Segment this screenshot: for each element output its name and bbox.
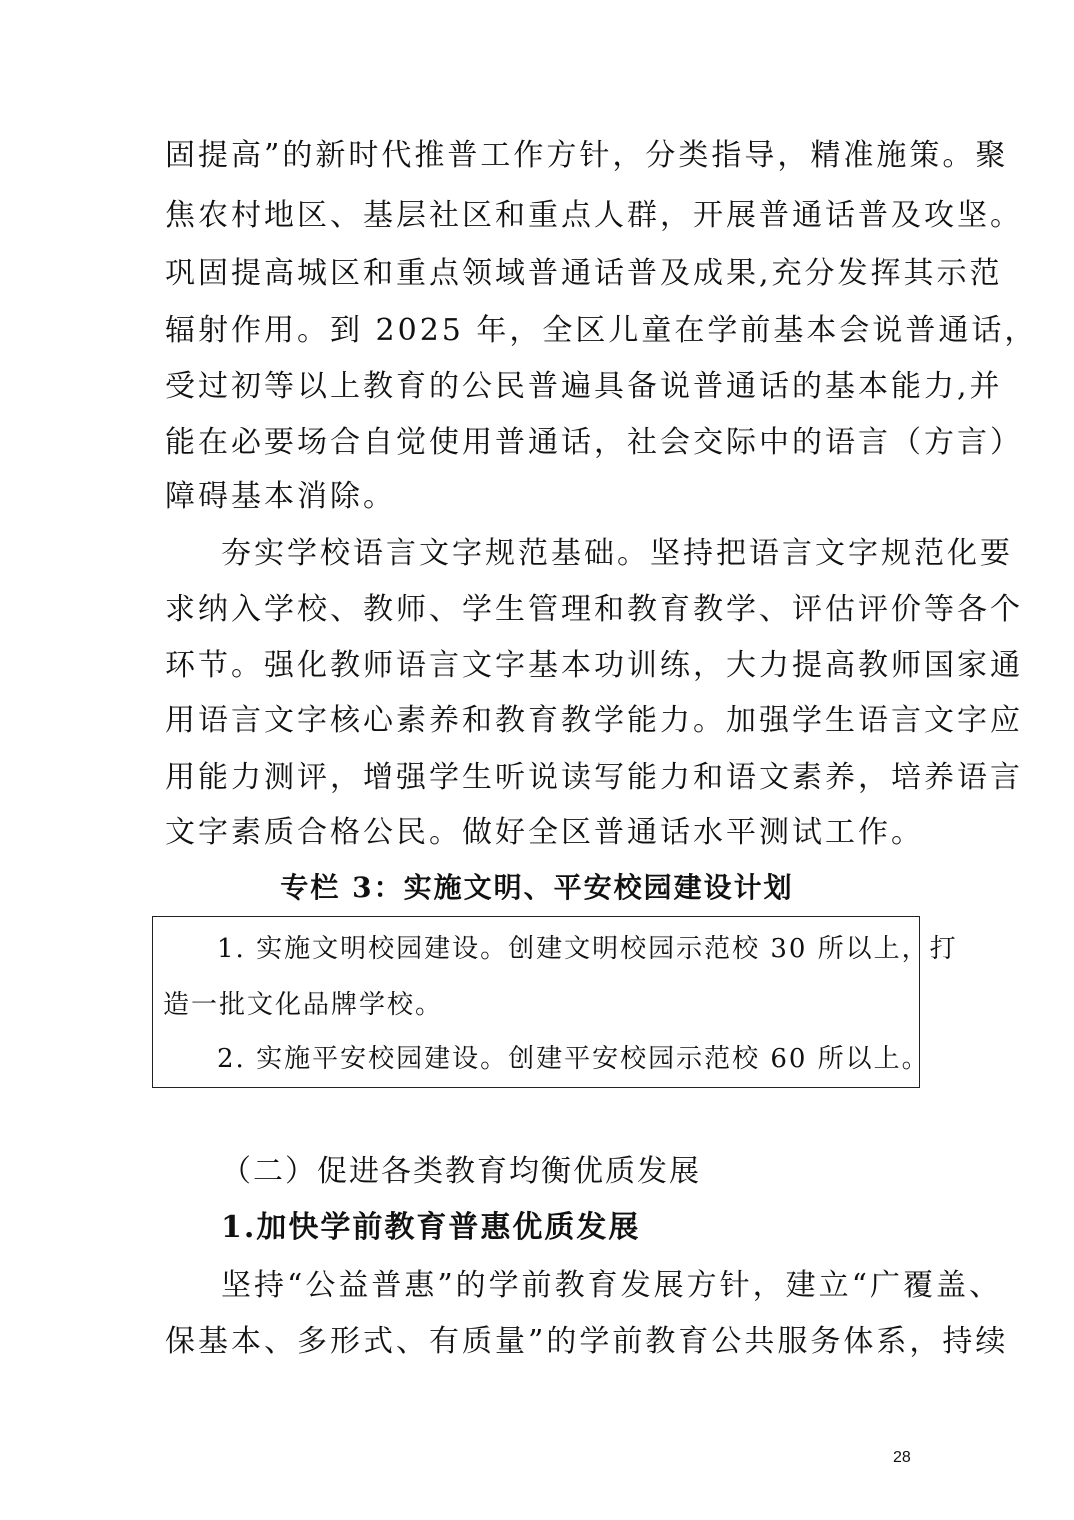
- box-title: 专栏 3：实施文明、平安校园建设计划: [280, 871, 794, 904]
- paragraph-line: 焦农村地区、基层社区和重点人群，开展普通话普及攻坚。: [165, 198, 1023, 233]
- section-heading: （二）促进各类教育均衡优质发展: [221, 1154, 701, 1189]
- paragraph-line: 障碍基本消除。: [165, 479, 396, 514]
- paragraph-line: 辐射作用。到 2025 年，全区儿童在学前基本会说普通话，: [165, 313, 1038, 348]
- sub-heading: 1.加快学前教育普惠优质发展: [221, 1210, 641, 1245]
- paragraph-line: 固提高”的新时代推普工作方针，分类指导，精准施策。聚: [165, 138, 1009, 173]
- paragraph-line: 坚持“公益普惠”的学前教育发展方针，建立“广覆盖、: [221, 1268, 1003, 1303]
- box-line: 2. 实施平安校园建设。创建平安校园示范校 60 所以上。: [217, 1044, 930, 1074]
- paragraph-line: 文字素质合格公民。做好全区普通话水平测试工作。: [165, 815, 924, 850]
- page-number: 28: [893, 1449, 911, 1466]
- feature-box: [152, 916, 958, 1088]
- paragraph-line: 求纳入学校、教师、学生管理和教育教学、评估评价等各个: [165, 592, 1023, 627]
- paragraph-line: 受过初等以上教育的公民普遍具备说普通话的基本能力,并: [165, 369, 1003, 404]
- paragraph-line: 巩固提高城区和重点领域普通话普及成果,充分发挥其示范: [165, 256, 1003, 291]
- box-line: 1. 实施文明校园建设。创建文明校园示范校 30 所以上，打: [217, 934, 958, 964]
- paragraph-line: 能在必要场合自觉使用普通话，社会交际中的语言（方言）: [165, 425, 1023, 460]
- paragraph-line: 环节。强化教师语言文字基本功训练，大力提高教师国家通: [165, 648, 1023, 683]
- paragraph-line: 夯实学校语言文字规范基础。坚持把语言文字规范化要: [221, 536, 1013, 571]
- paragraph-line: 保基本、多形式、有质量”的学前教育公共服务体系，持续: [165, 1324, 1009, 1359]
- box-line: 造一批文化品牌学校。: [163, 990, 444, 1020]
- paragraph-line: 用语言文字核心素养和教育教学能力。加强学生语言文字应: [165, 703, 1023, 738]
- paragraph-line: 用能力测评，增强学生听说读写能力和语文素养，培养语言: [165, 760, 1023, 795]
